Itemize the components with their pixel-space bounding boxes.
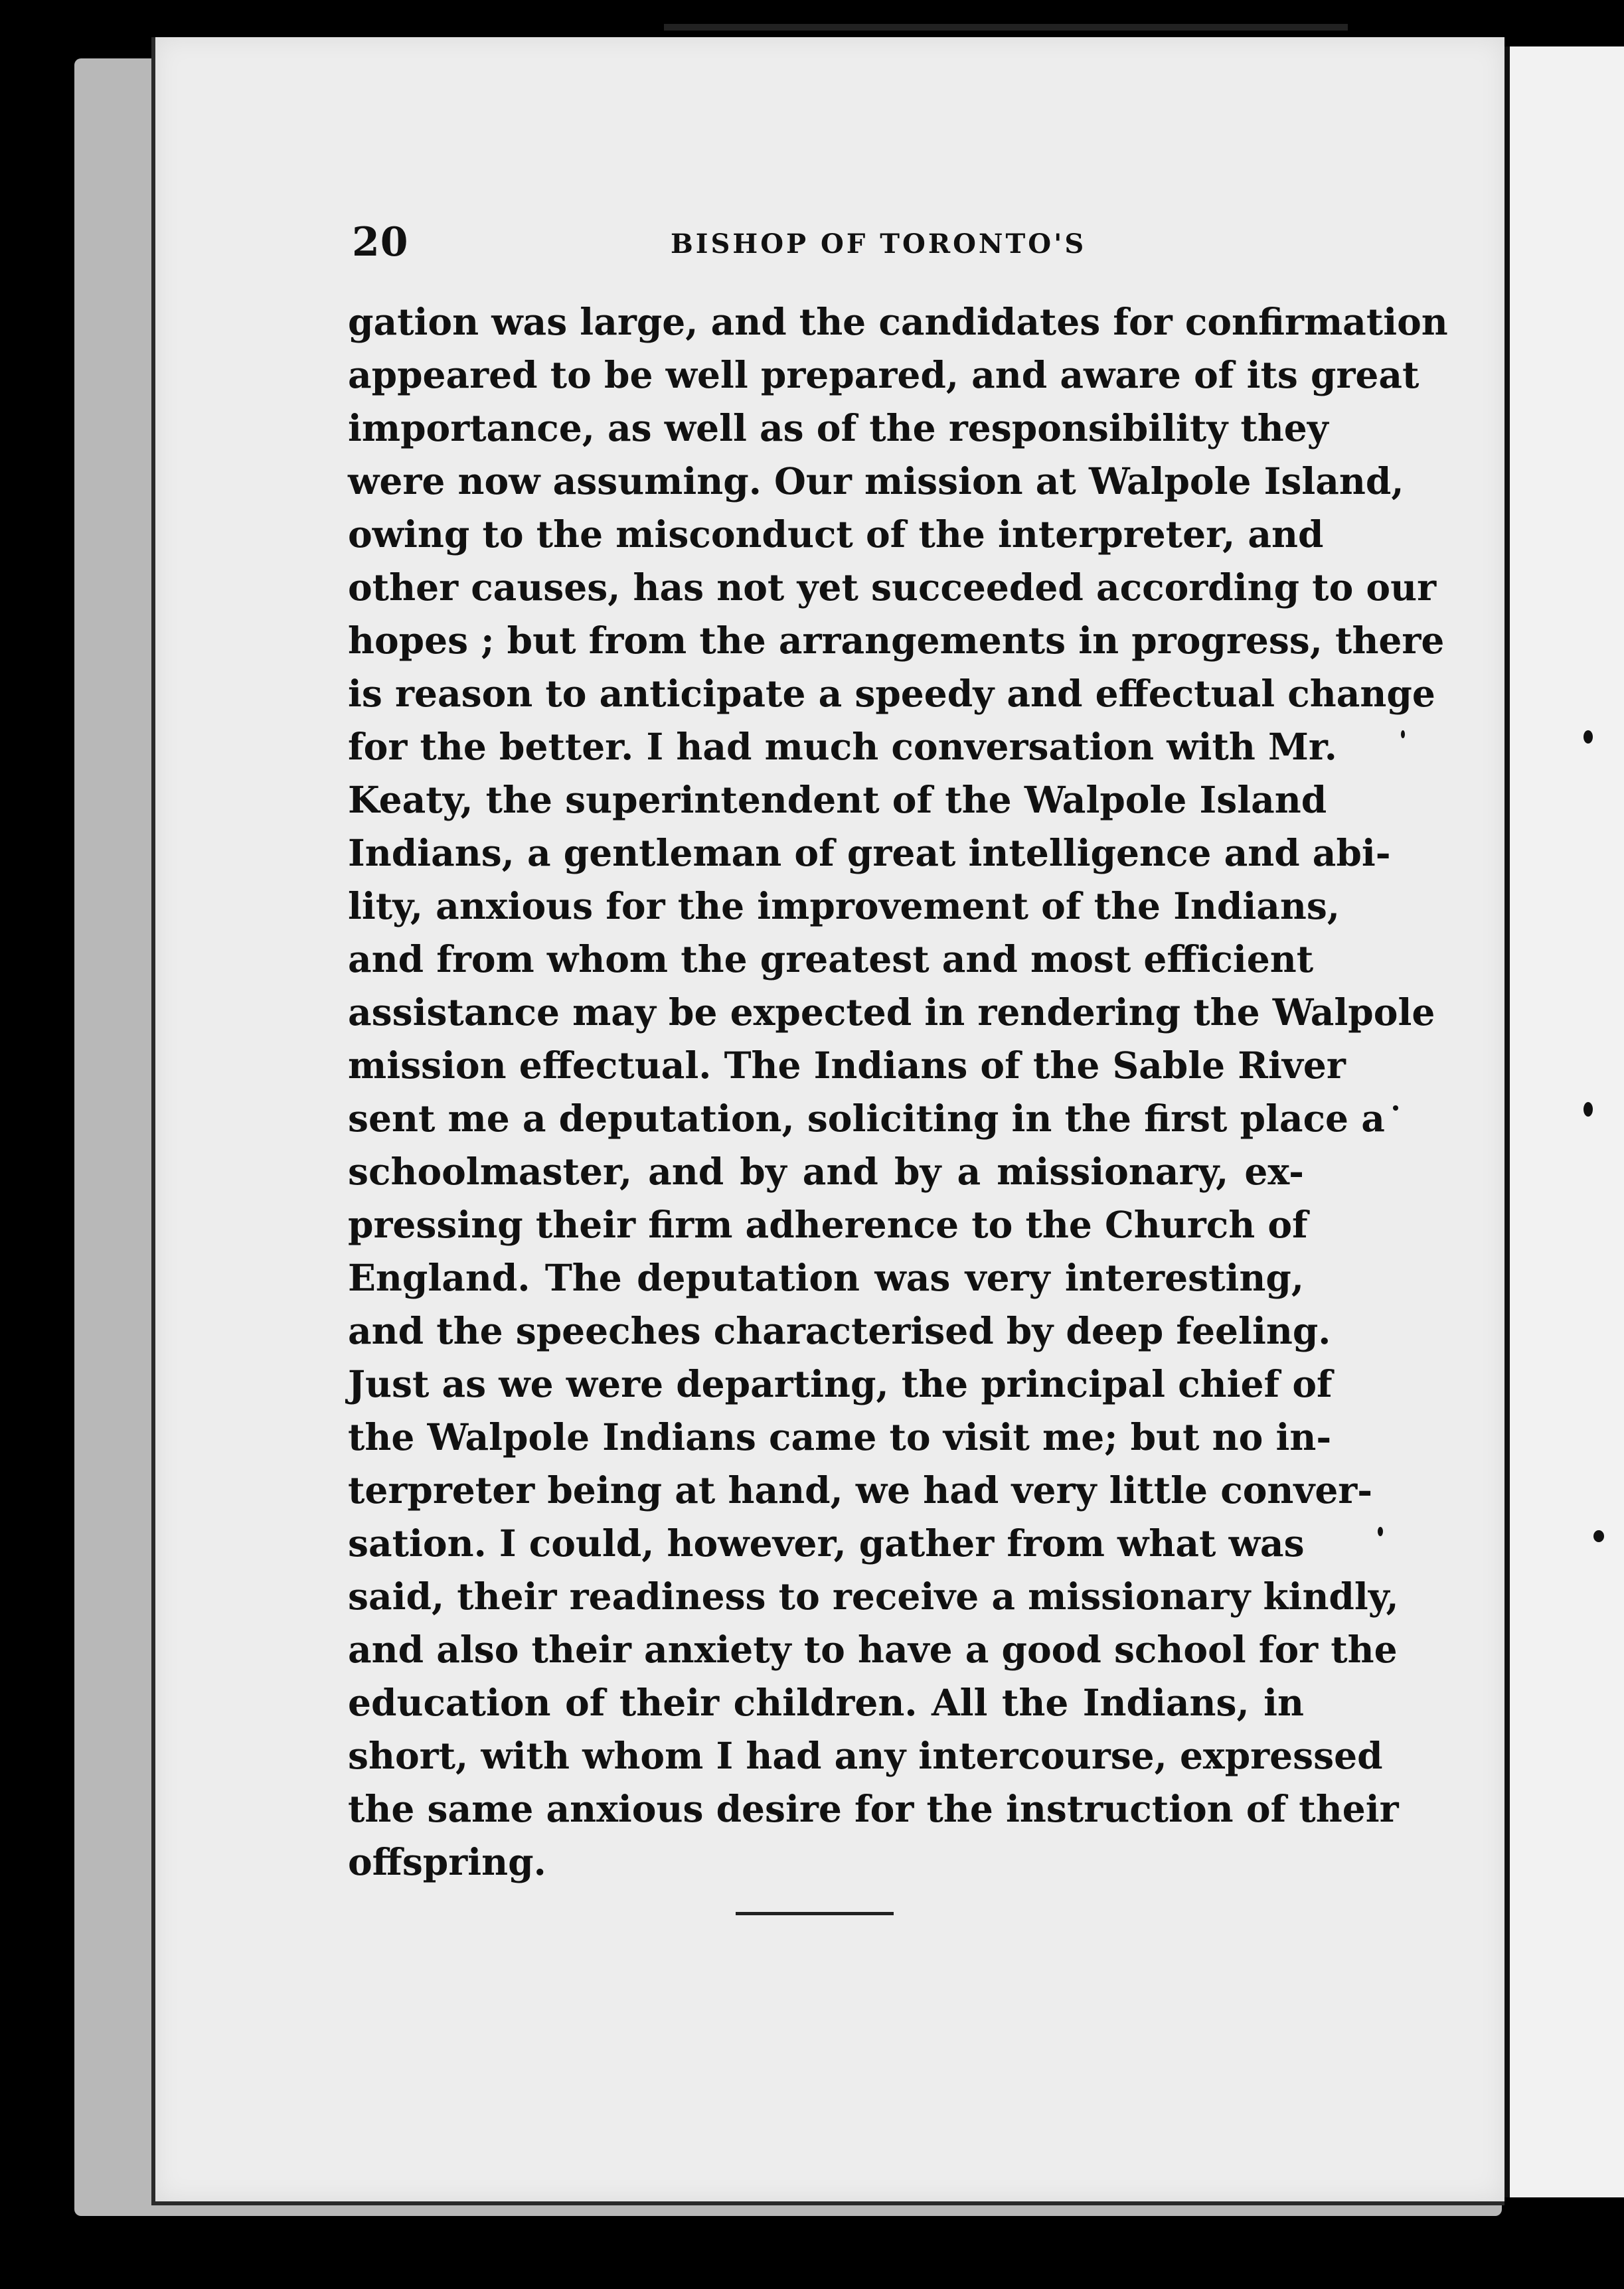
text-line: gation was large, and the candidates for confirmation <box>348 300 1448 343</box>
text-line: and from whom the greatest and most efficient <box>348 937 1314 981</box>
text-line: owing to the misconduct of the interpreter, and <box>348 513 1324 556</box>
scan-speck <box>1393 1105 1398 1111</box>
text-line: is reason to anticipate a speedy and effectual change <box>348 672 1435 715</box>
scan-speck <box>1401 730 1405 738</box>
body-text <box>348 295 1448 1889</box>
scan-speck <box>1593 1530 1604 1542</box>
text-line: importance, as well as of the responsibility they <box>348 406 1329 449</box>
text-line: Keaty, the superintendent of the Walpole Island <box>348 778 1327 821</box>
text-line: hopes ; but from the arrangements in progress, there <box>348 619 1445 662</box>
text-line: for the better. I had much conversation with Mr. <box>348 725 1337 768</box>
text-line: the same anxious desire for the instruction of their <box>348 1787 1399 1830</box>
text-line: said, their readiness to receive a missionary kindly, <box>348 1575 1399 1618</box>
text-line: other causes, has not yet succeeded according to our <box>348 566 1437 609</box>
section-end-rule <box>736 1912 894 1915</box>
text-line: pressing their firm adherence to the Church of <box>348 1203 1308 1246</box>
top-edge-rule <box>664 24 1348 31</box>
text-line: the Walpole Indians came to visit me; but no in- <box>348 1415 1332 1459</box>
text-line: education of their children. All the Indians, in <box>348 1681 1304 1724</box>
text-line: lity, anxious for the improvement of the Indians, <box>348 884 1340 927</box>
text-line: and also their anxiety to have a good school for the <box>348 1628 1398 1671</box>
scan-speck <box>1583 1102 1593 1117</box>
text-line: sent me a deputation, soliciting in the first place a <box>348 1097 1385 1140</box>
text-line: appeared to be well prepared, and aware of its great <box>348 353 1420 396</box>
text-line: sation. I could, however, gather from what was <box>348 1522 1305 1565</box>
text-line: and the speeches characterised by deep feeling. <box>348 1309 1331 1352</box>
text-line: assistance may be expected in rendering the Walpole <box>348 990 1435 1034</box>
text-line: short, with whom I had any intercourse, expressed <box>348 1734 1383 1777</box>
text-line: mission effectual. The Indians of the Sable River <box>348 1044 1346 1087</box>
text-line: Just as we were departing, the principal chief of <box>348 1362 1333 1405</box>
text-line: offspring. <box>348 1840 546 1883</box>
running-head-title: BISHOP OF TORONTO'S <box>671 228 1087 260</box>
page-number: 20 <box>352 219 409 266</box>
text-line: schoolmaster, and by and by a missionary, ex- <box>348 1150 1304 1193</box>
text-line: Indians, a gentleman of great intelligence and abi- <box>348 831 1391 874</box>
scan-speck <box>1583 730 1593 744</box>
facing-page-edge <box>1502 46 1624 2197</box>
scan-speck <box>1378 1527 1383 1536</box>
text-line: were now assuming. Our mission at Walpole Island, <box>348 459 1404 503</box>
text-line: terpreter being at hand, we had very little conver- <box>348 1468 1373 1512</box>
text-line: England. The deputation was very interesting, <box>348 1256 1304 1299</box>
running-head <box>352 219 1308 266</box>
